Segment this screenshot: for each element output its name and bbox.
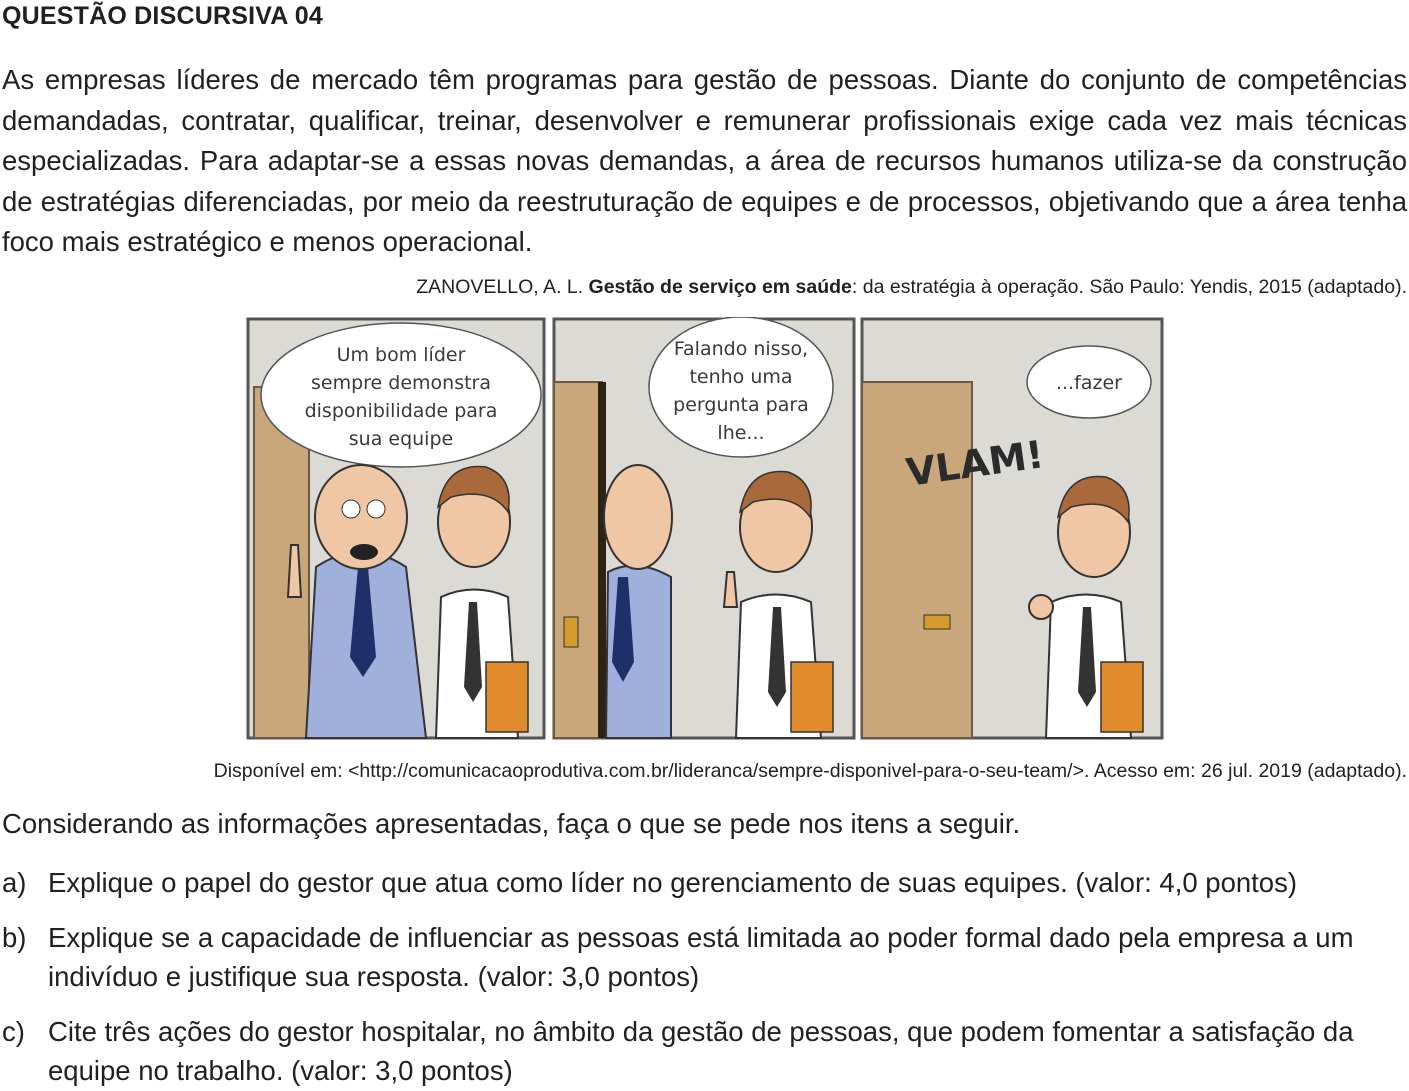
intro-paragraph: As empresas líderes de mercado têm programas para gestão de pessoas. Diante do conjunto de competências demandadas, contratar, qualificar, treinar, desenvolver e remunerar profissionais exige cada vez mais técnicas especializadas. Para adaptar-se a essas novas demandas, a área de recursos humanos utiliza-se da construção de estratégias diferenciadas, por meio da reestruturação de equipes e de processos, objetivando que a área tenha foco mais estratégico e menos operacional. (2, 64, 1407, 257)
comic-panel-2 (554, 317, 854, 738)
comic-panel-1 (248, 319, 544, 738)
panel2-line4: lhe... (717, 422, 765, 444)
question-title: QUESTÃO DISCURSIVA 04 (2, 2, 323, 30)
panel2-line1: Falando nisso, (673, 338, 809, 360)
citation (416, 276, 1407, 299)
item-c-text: Cite três ações do gestor hospitalar, no âmbito da gestão de pessoas, que podem fomentar a satisfação da equipe no trabalho. (valor: 3,0 pontos) (48, 1016, 1354, 1086)
panel2-line2: tenho uma (689, 366, 793, 388)
instructions-lead: Considerando as informações apresentadas, faça o que se pede nos itens a seguir. (2, 808, 1021, 839)
item-b-text: Explique se a capacidade de influenciar as pessoas está limitada ao poder formal dado pela empresa a um indivíduo e justifique sua resposta. (valor: 3,0 pontos) (48, 922, 1354, 992)
item-c (2, 1013, 1407, 1090)
panel3-speech: ...fazer (1056, 372, 1122, 394)
item-a-text: Explique o papel do gestor que atua como líder no gerenciamento de suas equipes. (valor: 4,0 pontos) (48, 867, 1297, 898)
image-source: Disponível em: <http://comunicacaoprodutiva.com.br/lideranca/sempre-disponivel-para-o-seu-team/>. Acesso em: 26 jul. 2019 (adaptado). (213, 760, 1407, 782)
item-c-label: c) (2, 1016, 25, 1047)
comic-panel-3 (862, 319, 1162, 738)
panel2-line3: pergunta para (673, 394, 809, 416)
item-b (2, 919, 1407, 996)
panel1-line4: sua equipe (348, 428, 454, 450)
panel1-line1: Um bom líder (336, 344, 466, 366)
citation-suffix: : da estratégia à operação. São Paulo: Yendis, 2015 (adaptado). (851, 276, 1407, 298)
panel1-line3: disponibilidade para (304, 400, 498, 422)
panel1-line2: sempre demonstra (310, 372, 492, 394)
item-a (2, 864, 1407, 903)
comic-strip (246, 317, 1164, 740)
item-a-label: a) (2, 867, 27, 898)
sound-effect: VLAM! (903, 432, 1047, 495)
citation-prefix: ZANOVELLO, A. L. (416, 276, 589, 298)
citation-book-title: Gestão de serviço em saúde (588, 276, 852, 298)
item-b-label: b) (2, 922, 27, 953)
